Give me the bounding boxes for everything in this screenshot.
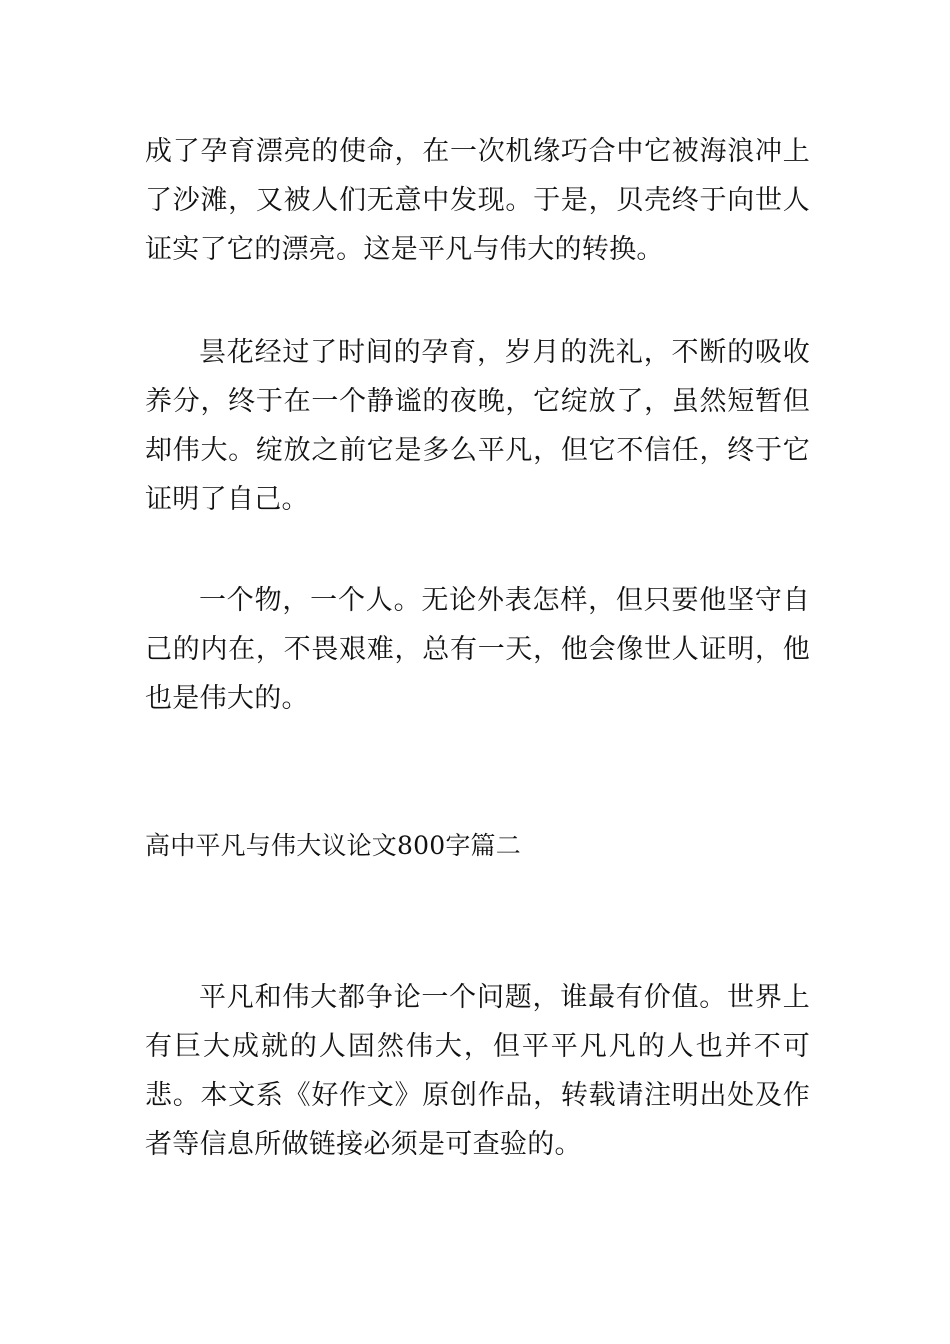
section-heading: 高中平凡与伟大议论文800字篇二 [145,831,521,860]
paragraph-continuation: 成了孕育漂亮的使命，在一次机缘巧合中它被海浪冲上了沙滩，又被人们无意中发现。于是，贝壳终于向世人证实了它的漂亮。这是平凡与伟大的转换。 [145,136,810,265]
paragraph-essay-two-intro: 平凡和伟大都争论一个问题，谁最有价值。世界上有巨大成就的人固然伟大，但平平凡凡的人也并不可悲。本文系《好作文》原创作品，转载请注明出处及作者等信息所做链接必须是可查验的。 [145,982,810,1160]
paragraph-conclusion: 一个物，一个人。无论外表怎样，但只要他坚守自己的内在，不畏艰难，总有一天，他会像世人证明，他也是伟大的。 [145,585,810,714]
paragraph-tanhua: 昙花经过了时间的孕育，岁月的洗礼，不断的吸收养分，终于在一个静谧的夜晚，它绽放了，虽然短暂但却伟大。绽放之前它是多么平凡，但它不信任，终于它证明了自己。 [145,337,810,515]
